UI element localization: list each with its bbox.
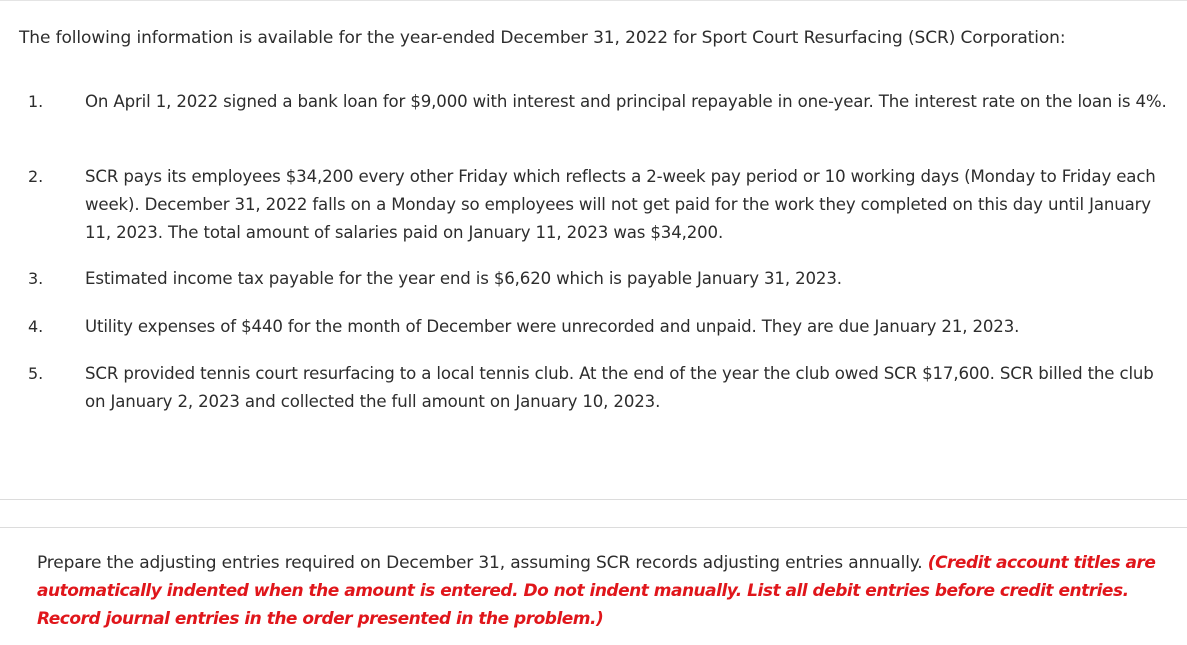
item-text: On April 1, 2022 signed a bank loan for $9,000 with interest and principal repayable in one-year. The interest rate on the loan is 4%. [85, 92, 1167, 111]
item-number: 1. [28, 92, 44, 111]
item-number: 4. [28, 317, 44, 336]
item-number: 5. [28, 364, 44, 383]
instructions-text [37, 549, 1172, 633]
item-text: Utility expenses of $440 for the month of December were unrecorded and unpaid. They are due January 21, 2023. [85, 317, 1020, 336]
instructions-note: (Credit account titles are automatically indented when the amount is entered. Do not indent manually. List all debit entries before credit entries. Record journal entries in the order presented in the problem.) [37, 553, 1156, 629]
problem-intro: The following information is available for the year-ended December 31, 2022 for Sport Court Resurfacing (SCR) Corporation: [19, 28, 1066, 48]
instructions-main: Prepare the adjusting entries required on December 31, assuming SCR records adjusting entries annually. [37, 553, 923, 573]
item-number: 2. [28, 167, 44, 186]
item-text: Estimated income tax payable for the year end is $6,620 which is payable January 31, 2023. [85, 269, 842, 288]
item-number: 3. [28, 269, 44, 288]
instructions-panel [0, 527, 1187, 645]
item-text: SCR pays its employees $34,200 every other Friday which reflects a 2-week pay period or 10 working days (Monday to Friday each week). December 31, 2022 falls on a Monday so employees will not get paid for the work they completed on this day until January 11, 2023. The total amount of salaries paid on January 11, 2023 was $34,200. [85, 167, 1156, 242]
item-text: SCR provided tennis court resurfacing to a local tennis club. At the end of the year the club owed SCR $17,600. SCR billed the club on January 2, 2023 and collected the full amount on January 10, 2023. [85, 364, 1154, 411]
